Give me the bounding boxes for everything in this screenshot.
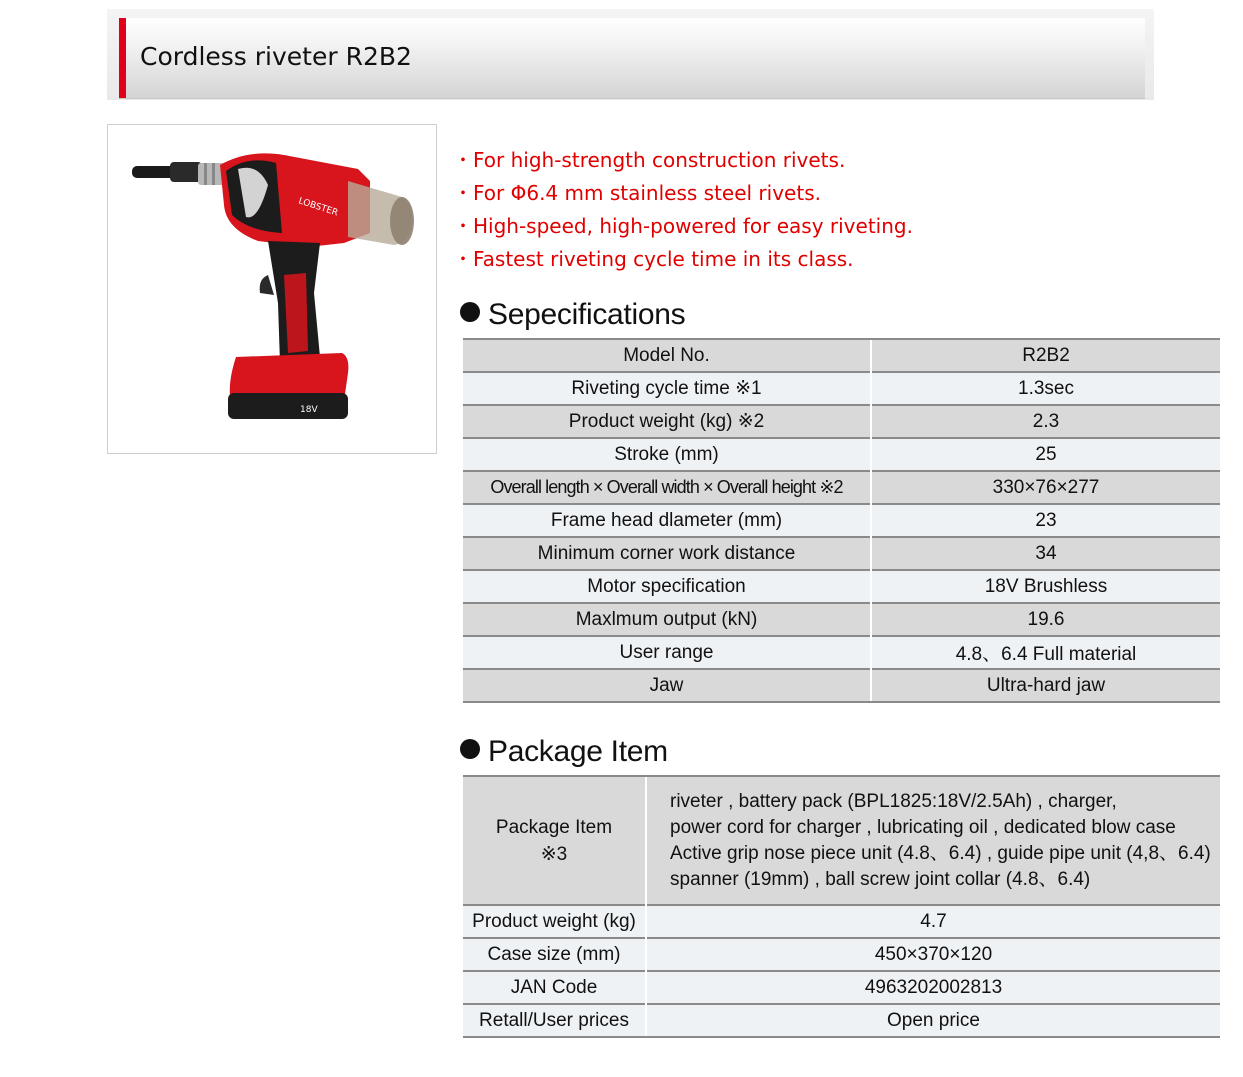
page-header: [107, 9, 1154, 100]
spec-label: Frame head dlameter (mm): [463, 504, 871, 537]
spec-label: Minimum corner work distance: [463, 537, 871, 570]
header-accent-bar: [119, 18, 126, 98]
bullet-dot-icon: [460, 302, 480, 322]
spec-value: 4.8、6.4 Full material: [871, 636, 1220, 669]
table-row: [463, 504, 1220, 537]
product-image: [107, 124, 437, 454]
package-item-label: Package Item: [495, 816, 613, 838]
table-row: [463, 603, 1220, 636]
table-row: [463, 971, 1220, 1004]
feature-item: ・For high-strength construction rivets.: [453, 148, 846, 172]
package-item-line: spanner (19mm) , ball screw joint collar (4.8、6.4): [670, 868, 1091, 890]
table-row: [463, 1004, 1220, 1037]
spec-label: Product weight (kg) ※2: [463, 405, 871, 438]
table-row: [463, 570, 1220, 603]
spec-value: 25: [871, 438, 1220, 471]
battery-label: 18V: [300, 405, 318, 415]
spec-label: Riveting cycle time ※1: [463, 372, 871, 405]
spec-label: User range: [463, 636, 871, 669]
table-row: [463, 405, 1220, 438]
table-row: [463, 636, 1220, 669]
table-row: [463, 438, 1220, 471]
header-bar: [119, 18, 1145, 98]
spec-value: 23: [871, 504, 1220, 537]
spec-label: Overall length × Overall width × Overall height ※2: [463, 471, 871, 504]
package-label: Product weight (kg): [463, 905, 646, 938]
spec-value: 330×76×277: [871, 471, 1220, 504]
table-row: [463, 776, 1220, 905]
package-value: Open price: [646, 1004, 1220, 1037]
table-row: [463, 938, 1220, 971]
specifications-heading-text: Sepecifications: [488, 298, 686, 331]
feature-list: [453, 144, 913, 276]
package-heading-text: Package Item: [488, 735, 668, 768]
table-row: [463, 471, 1220, 504]
page-title: Cordless riveter R2B2: [140, 42, 412, 71]
package-item-note: ※3: [540, 843, 568, 865]
package-value: 4963202002813: [646, 971, 1220, 1004]
feature-item: ・Fastest riveting cycle time in its class.: [453, 247, 854, 271]
package-label: Case size (mm): [463, 938, 646, 971]
spec-label: Stroke (mm): [463, 438, 871, 471]
spec-label: Motor specification: [463, 570, 871, 603]
spec-label: Maxlmum output (kN): [463, 603, 871, 636]
specifications-heading: [460, 298, 685, 332]
package-value: 450×370×120: [646, 938, 1220, 971]
spec-value: 1.3sec: [871, 372, 1220, 405]
package-heading: [460, 735, 668, 769]
package-value: 4.7: [646, 905, 1220, 938]
package-item-contents: [646, 776, 1220, 905]
package-table: [463, 775, 1220, 1038]
spec-value: 18V Brushless: [871, 570, 1220, 603]
package-label: JAN Code: [463, 971, 646, 1004]
feature-item: ・For Φ6.4 mm stainless steel rivets.: [453, 181, 821, 205]
spec-label: Model No.: [463, 339, 871, 372]
table-row: [463, 669, 1220, 702]
table-row: [463, 905, 1220, 938]
spec-value: 2.3: [871, 405, 1220, 438]
package-item-line: power cord for charger , lubricating oil , dedicated blow case: [670, 816, 1176, 838]
table-row: [463, 537, 1220, 570]
package-label: Retall/User prices: [463, 1004, 646, 1037]
bullet-dot-icon: [460, 739, 480, 759]
package-item-line: riveter , battery pack (BPL1825:18V/2.5Ah) , charger,: [670, 790, 1117, 812]
package-item-label-cell: [463, 776, 646, 905]
spec-value: R2B2: [871, 339, 1220, 372]
table-row: [463, 339, 1220, 372]
cordless-riveter-illustration: [108, 125, 436, 453]
feature-item: ・High-speed, high-powered for easy riveting.: [453, 214, 913, 238]
specifications-table: [463, 338, 1220, 703]
spec-value: 19.6: [871, 603, 1220, 636]
package-item-line: Active grip nose piece unit (4.8、6.4) , guide pipe unit (4,8、6.4): [670, 842, 1211, 864]
table-row: [463, 372, 1220, 405]
spec-value: Ultra-hard jaw: [871, 669, 1220, 702]
brand-label: LOBSTER: [297, 196, 340, 219]
spec-value: 34: [871, 537, 1220, 570]
spec-label: Jaw: [463, 669, 871, 702]
